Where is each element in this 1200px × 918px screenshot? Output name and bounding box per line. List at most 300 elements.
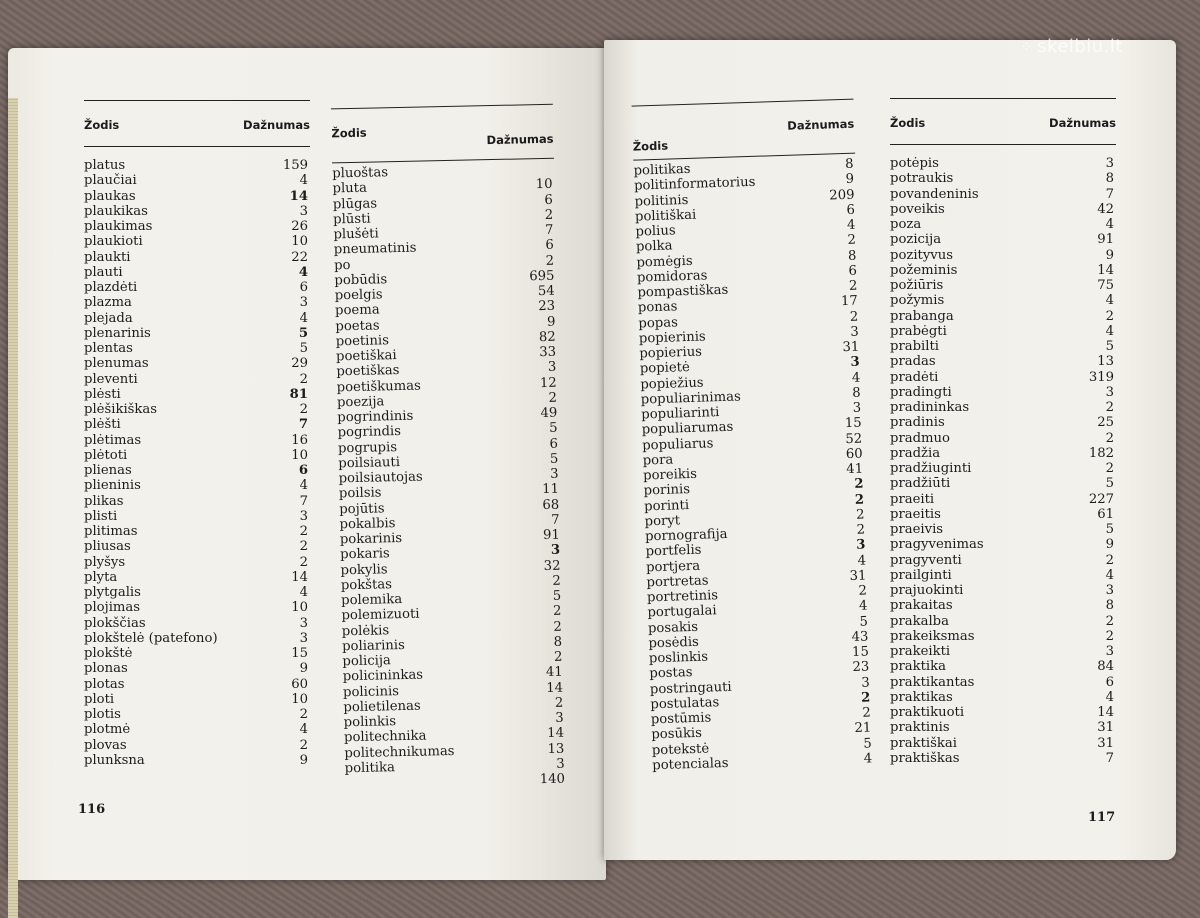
- word: plušėti: [333, 226, 379, 242]
- word: plazma: [84, 295, 132, 310]
- frequency: 41: [546, 665, 565, 681]
- word-row: [890, 324, 1116, 339]
- word: ponas: [638, 300, 678, 316]
- word: popierinis: [639, 329, 706, 346]
- frequency: 3: [861, 675, 872, 691]
- word-list: [84, 158, 310, 768]
- frequency: 26: [291, 219, 310, 234]
- frequency: 695: [529, 268, 556, 284]
- frequency: 8: [554, 634, 565, 649]
- frequency: 3: [856, 538, 868, 554]
- frequency: 4: [300, 173, 310, 188]
- frequency: 2: [850, 309, 861, 325]
- frequency: 22: [291, 250, 310, 265]
- word-row: [890, 659, 1116, 674]
- word: pradmuo: [890, 431, 950, 446]
- word: plentas: [84, 341, 133, 356]
- word: portjera: [646, 558, 700, 575]
- frequency: 54: [538, 284, 557, 300]
- word-row: [890, 476, 1116, 491]
- frequency: 15: [852, 644, 871, 660]
- frequency: 10: [291, 600, 310, 615]
- frequency: 3: [1106, 644, 1116, 659]
- word: politinformatorius: [634, 175, 756, 194]
- word: plaukas: [84, 189, 136, 204]
- word-row: [84, 234, 310, 249]
- word-row: [84, 250, 310, 265]
- frequency: 140: [540, 772, 567, 788]
- word: pogrindis: [338, 424, 402, 441]
- frequency: 7: [545, 223, 556, 238]
- frequency: 14: [290, 189, 310, 204]
- word: plaukikas: [84, 204, 148, 219]
- word-row: [890, 720, 1116, 735]
- frequency: 2: [856, 522, 867, 538]
- word-row: [84, 600, 310, 615]
- frequency-header: Dažnumas: [1049, 116, 1116, 131]
- frequency: 21: [854, 721, 873, 737]
- frequency: 2: [300, 524, 310, 539]
- frequency: 75: [1097, 278, 1116, 293]
- word-row: [890, 614, 1116, 629]
- word-row: [890, 278, 1116, 293]
- word: poreikis: [643, 467, 697, 484]
- word: praeiti: [890, 492, 934, 507]
- word: plaučiai: [84, 173, 137, 188]
- word-row: [84, 722, 310, 737]
- word: pora: [642, 452, 673, 468]
- word: plaukimas: [84, 219, 152, 234]
- word: plokštelė (patefono): [84, 631, 218, 646]
- word: polemika: [341, 592, 402, 609]
- frequency: 3: [300, 295, 310, 310]
- frequency: 2: [849, 279, 860, 295]
- frequency: 2: [300, 555, 310, 570]
- word-row: [84, 433, 310, 448]
- word: plyta: [84, 570, 117, 585]
- word: prakeikti: [890, 644, 950, 659]
- word: praeitis: [890, 507, 941, 522]
- frequency: 3: [850, 355, 862, 371]
- word-row: [84, 158, 310, 173]
- word: politiškai: [635, 207, 697, 224]
- word: požymis: [890, 293, 944, 308]
- frequency: 2: [548, 390, 559, 405]
- frequency: 4: [1106, 293, 1116, 308]
- word: praktinis: [890, 720, 950, 735]
- word: populiarinimas: [641, 389, 741, 407]
- frequency: 4: [859, 599, 870, 615]
- word-row: [84, 524, 310, 539]
- word: pradingti: [890, 385, 952, 400]
- word-row: [890, 629, 1116, 644]
- frequency: 4: [1106, 568, 1116, 583]
- frequency: 7: [1106, 187, 1116, 202]
- word-row: [890, 644, 1116, 659]
- word: plikas: [84, 494, 124, 509]
- word: praktikantas: [890, 675, 974, 690]
- frequency: 25: [1097, 415, 1116, 430]
- word: prabanga: [890, 309, 954, 324]
- word: praktikas: [890, 690, 953, 705]
- word: porinti: [644, 498, 689, 515]
- frequency: 3: [1106, 385, 1116, 400]
- frequency: 6: [299, 463, 310, 478]
- frequency: 6: [549, 436, 560, 451]
- frequency: 8: [845, 157, 856, 173]
- word-row: [890, 171, 1116, 186]
- frequency: 4: [852, 370, 863, 386]
- page-number: 117: [1088, 810, 1115, 825]
- frequency: 15: [845, 416, 864, 432]
- word-row: [84, 616, 310, 631]
- word-row: [84, 295, 310, 310]
- frequency: 2: [854, 477, 866, 493]
- frequency: 10: [291, 448, 310, 463]
- frequency: 3: [1106, 583, 1116, 598]
- word: prakeiksmas: [890, 629, 975, 644]
- frequency: 4: [857, 553, 868, 569]
- frequency: 11: [542, 482, 561, 498]
- frequency: 31: [1097, 736, 1116, 751]
- word: povandeninis: [890, 187, 979, 202]
- frequency: 3: [1106, 156, 1116, 171]
- word: pradinis: [890, 415, 945, 430]
- frequency: 29: [291, 356, 310, 371]
- word-header: Žodis: [890, 116, 925, 131]
- frequency: 2: [1106, 431, 1116, 446]
- word: poryt: [644, 513, 680, 529]
- word: poza: [890, 217, 921, 232]
- frequency: 5: [553, 589, 564, 604]
- word: potraukis: [890, 171, 953, 186]
- frequency: 6: [544, 192, 555, 207]
- frequency: 2: [555, 695, 566, 710]
- frequency: 31: [849, 568, 868, 584]
- frequency: 8: [852, 385, 863, 401]
- word: pobūdis: [334, 272, 387, 288]
- word: policija: [342, 653, 391, 669]
- right-column-2: [890, 98, 1116, 766]
- word-row: [890, 217, 1116, 232]
- frequency: 7: [299, 417, 310, 432]
- frequency: 2: [553, 604, 564, 619]
- word: portugalai: [647, 603, 717, 620]
- word-row: [84, 219, 310, 234]
- frequency: 10: [291, 692, 310, 707]
- frequency: 2: [300, 402, 310, 417]
- word: posūkis: [651, 726, 702, 743]
- frequency: 82: [539, 329, 558, 345]
- word: pornografija: [645, 527, 728, 545]
- frequency: 91: [543, 528, 562, 544]
- frequency: 3: [551, 543, 563, 558]
- frequency: 33: [539, 345, 558, 361]
- frequency: 16: [291, 433, 310, 448]
- word-row: [84, 463, 310, 478]
- word-row: [84, 585, 310, 600]
- word-row: [890, 522, 1116, 537]
- word: plenarinis: [84, 326, 151, 341]
- word: praeivis: [890, 522, 943, 537]
- word: politikas: [633, 162, 690, 179]
- word: portfelis: [645, 543, 701, 560]
- word: posėdis: [648, 635, 699, 652]
- word: pomidoras: [637, 268, 708, 285]
- word: poveikis: [890, 202, 945, 217]
- frequency: 5: [549, 421, 560, 436]
- frequency: 3: [300, 631, 310, 646]
- word: plytgalis: [84, 585, 141, 600]
- word: plotas: [84, 677, 125, 692]
- word-row: [890, 461, 1116, 476]
- word: plėšikiškas: [84, 402, 157, 417]
- word-row: [890, 553, 1116, 568]
- word: plėsti: [84, 387, 121, 402]
- right-page: [604, 40, 1176, 860]
- frequency: 13: [1097, 354, 1116, 369]
- word: postūmis: [651, 710, 712, 727]
- frequency: 8: [1106, 598, 1116, 613]
- word-row: [890, 537, 1116, 552]
- word-row: [84, 555, 310, 570]
- frequency: 2: [552, 573, 563, 588]
- frequency: 9: [547, 314, 558, 329]
- word: popietė: [640, 360, 690, 377]
- word: pragyvenimas: [890, 537, 984, 552]
- frequency: 6: [1106, 675, 1116, 690]
- word: plazdėti: [84, 280, 137, 295]
- frequency: 227: [1089, 492, 1116, 507]
- frequency: 2: [847, 233, 858, 249]
- frequency: 9: [300, 753, 310, 768]
- frequency: 4: [847, 218, 858, 234]
- watermark: [1020, 36, 1123, 57]
- word-list: [633, 157, 874, 774]
- word: polietilenas: [343, 698, 421, 715]
- frequency: 4: [300, 722, 310, 737]
- page-number: 116: [78, 802, 105, 817]
- word-list: [890, 156, 1116, 766]
- frequency: [552, 162, 554, 177]
- frequency: 60: [846, 446, 865, 462]
- word: pozityvus: [890, 248, 953, 263]
- word: politechnikumas: [344, 743, 454, 761]
- frequency: 4: [1106, 217, 1116, 232]
- word-row: [84, 509, 310, 524]
- word: policininkas: [343, 668, 424, 685]
- word: polemizuoti: [341, 607, 419, 624]
- frequency: 4: [300, 478, 310, 493]
- word: pokalbis: [339, 516, 395, 532]
- word-header: Žodis: [633, 139, 669, 155]
- frequency: 6: [848, 263, 859, 279]
- frequency: 6: [545, 238, 556, 253]
- word-row: [890, 583, 1116, 598]
- word: plyšys: [84, 555, 125, 570]
- word-row: [84, 677, 310, 692]
- word: plaukioti: [84, 234, 143, 249]
- word: plieninis: [84, 478, 141, 493]
- frequency: 2: [300, 539, 310, 554]
- word: polius: [635, 223, 676, 240]
- frequency: 159: [283, 158, 310, 173]
- frequency: 32: [544, 558, 563, 574]
- frequency: 2: [858, 583, 869, 599]
- word-row: [890, 446, 1116, 461]
- word: praktiškai: [890, 736, 957, 751]
- word-row: [890, 202, 1116, 217]
- frequency-header: Dažnumas: [243, 118, 310, 133]
- frequency: 5: [1106, 476, 1116, 491]
- logo-dots-icon: ⁘: [1020, 38, 1033, 56]
- word-row: [890, 370, 1116, 385]
- word: praktiškas: [890, 751, 960, 766]
- word-row: [84, 570, 310, 585]
- word-header: Žodis: [84, 118, 119, 133]
- frequency-header: Dažnumas: [486, 132, 553, 149]
- frequency: 2: [856, 507, 867, 523]
- page-edge: [8, 98, 18, 918]
- word: praktikuoti: [890, 705, 964, 720]
- column-header: [331, 104, 554, 167]
- frequency: 81: [290, 387, 310, 402]
- word: postulatas: [650, 695, 719, 712]
- frequency: 3: [300, 509, 310, 524]
- word: plojimas: [84, 600, 140, 615]
- frequency: 3: [300, 616, 310, 631]
- word-row: [890, 354, 1116, 369]
- frequency: 61: [1097, 507, 1116, 522]
- frequency: 2: [300, 738, 310, 753]
- frequency: 9: [845, 172, 856, 188]
- word: prailginti: [890, 568, 952, 583]
- word: postas: [649, 665, 693, 682]
- word: poilsiautojas: [338, 470, 422, 487]
- word: praktika: [890, 659, 946, 674]
- frequency: 31: [842, 340, 861, 356]
- left-page: [8, 48, 606, 880]
- frequency: 5: [863, 736, 874, 752]
- frequency: 4: [864, 751, 875, 767]
- word: plūsti: [333, 211, 371, 227]
- word-row: [890, 385, 1116, 400]
- word: poelgis: [335, 287, 383, 303]
- frequency: 49: [540, 406, 559, 422]
- word: pradėti: [890, 370, 938, 385]
- word: politika: [345, 760, 395, 776]
- frequency: 15: [291, 646, 310, 661]
- frequency: 2: [1106, 309, 1116, 324]
- word-row: [890, 263, 1116, 278]
- word: pragyventi: [890, 553, 962, 568]
- word: pliusas: [84, 539, 131, 554]
- word: plotis: [84, 707, 121, 722]
- frequency: 319: [1089, 370, 1116, 385]
- frequency: 9: [1106, 537, 1116, 552]
- frequency: 2: [1106, 629, 1116, 644]
- word: prakalba: [890, 614, 949, 629]
- word: prakaitas: [890, 598, 953, 613]
- frequency: 6: [846, 202, 857, 218]
- word-row: [84, 402, 310, 417]
- word-row: [84, 189, 310, 204]
- word: plauti: [84, 265, 123, 280]
- word-row: [890, 415, 1116, 430]
- word: pokylis: [340, 562, 387, 578]
- word: potėpis: [890, 156, 939, 171]
- frequency: 2: [1106, 461, 1116, 476]
- frequency: 14: [291, 570, 310, 585]
- frequency: 3: [548, 360, 559, 375]
- word-row: [890, 705, 1116, 720]
- frequency: 4: [300, 311, 310, 326]
- word: plaukti: [84, 250, 131, 265]
- word: plitimas: [84, 524, 138, 539]
- frequency: 3: [550, 467, 561, 482]
- word-row: [890, 598, 1116, 613]
- word-list: [332, 162, 567, 792]
- frequency: 2: [1106, 553, 1116, 568]
- word-row: [84, 173, 310, 188]
- frequency: 2: [862, 705, 873, 721]
- frequency: 8: [1106, 171, 1116, 186]
- word: plotmė: [84, 722, 130, 737]
- word: pogrindinis: [337, 409, 413, 426]
- frequency: 2: [1106, 400, 1116, 415]
- frequency: 41: [846, 461, 865, 477]
- frequency: 2: [554, 650, 565, 665]
- word: poliarinis: [342, 638, 405, 655]
- frequency: 23: [852, 660, 871, 676]
- word: popas: [638, 315, 678, 331]
- word: po: [334, 258, 351, 274]
- frequency: 5: [1106, 339, 1116, 354]
- word-row: [890, 293, 1116, 308]
- word: pomėgis: [636, 253, 693, 270]
- frequency: 7: [1106, 751, 1116, 766]
- frequency: 84: [1097, 659, 1116, 674]
- word-row: [84, 692, 310, 707]
- word-row: [890, 492, 1116, 507]
- word: poetiškumas: [337, 378, 421, 395]
- word-row: [84, 707, 310, 722]
- frequency: 6: [300, 280, 310, 295]
- word: porinis: [643, 482, 690, 499]
- word-row: [84, 265, 310, 280]
- word-row: [84, 478, 310, 493]
- frequency: 12: [540, 375, 559, 391]
- word-header: Žodis: [331, 126, 367, 142]
- word-row: [84, 631, 310, 646]
- word: pozicija: [890, 232, 941, 247]
- frequency: 91: [1097, 232, 1116, 247]
- word-row: [84, 417, 310, 432]
- word-row: [84, 539, 310, 554]
- word: poema: [335, 303, 380, 319]
- frequency: 2: [855, 492, 867, 508]
- word: postringauti: [650, 679, 732, 697]
- frequency: 2: [545, 207, 556, 222]
- frequency: 3: [556, 756, 567, 771]
- word: plėtimas: [84, 433, 141, 448]
- word: polka: [636, 239, 673, 255]
- frequency: 5: [299, 326, 310, 341]
- frequency: 4: [1106, 690, 1116, 705]
- frequency: 14: [546, 680, 565, 696]
- frequency: 5: [859, 614, 870, 630]
- word-row: [84, 341, 310, 356]
